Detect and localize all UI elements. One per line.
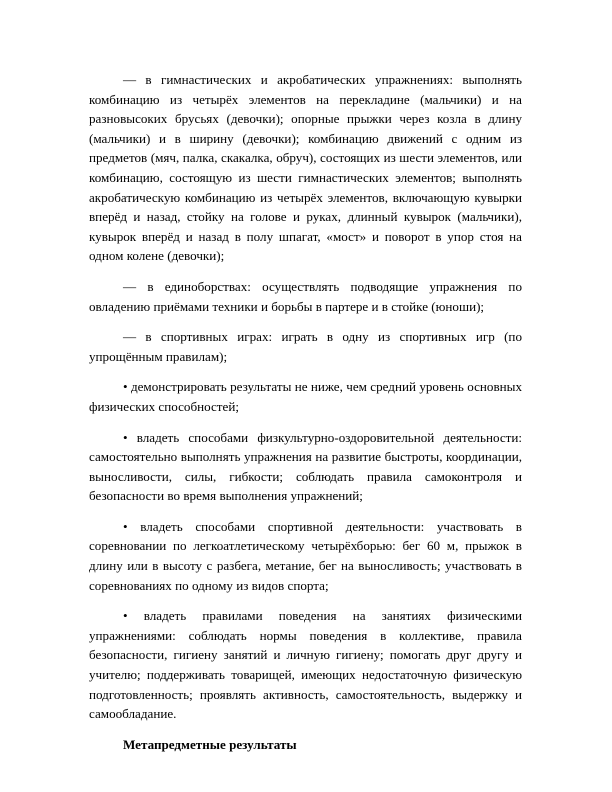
paragraph-gymnastics: — в гимнастических и акробатических упражнениях: выполнять комбинацию из четырёх элементов на перекладине (мальчики) и на разновысоких брусьях (девочки); опорные прыжки через козла в длину (мальчики) и в ширину (девочки); комбинацию движений с одним из предметов (мяч, палка, скакалка, обруч), состоящих из шести элементов, или комбинацию, состоящую из шести гимнастических элементов; выполнять акробатическую комбинацию из четырёх элементов, включающую кувырки вперёд и назад, стойку на голове и руках, длинный кувырок (мальчики), кувырок вперёд и назад в полу шпагат, «мост» и поворот в упор стоя на одном колене (девочки); (89, 72, 522, 264)
document-body (89, 70, 522, 754)
paragraph-martial-arts: — в единоборствах: осуществлять подводящие упражнения по овладению приёмами техники и борьбы в партере и в стойке (юноши); (89, 278, 522, 314)
section-heading: Метапредметные результаты (123, 736, 297, 752)
paragraph-behavior-rules: • владеть правилами поведения на занятиях физическими упражнениями: соблюдать нормы поведения в коллективе, правила безопасности, гигиену занятий и личную гигиену; помогать друг другу и учителю; поддерживать товарищей, имеющих недостаточную физическую подготовленность; проявлять активность, самостоятельность, выдержку и самообладание. (89, 608, 522, 722)
paragraph-sports-games: — в спортивных играх: играть в одну из спортивных игр (по упрощённым правилам); (89, 329, 522, 364)
paragraph-health-activity: • владеть способами физкультурно-оздоровительной деятельности: самостоятельно выполнять упражнения на развитие быстроты, координации, выносливости, силы, гибкости; соблюдать правила самоконтроля и безопасности во время выполнения упражнений; (89, 429, 522, 504)
paragraph-sport-activity: • владеть способами спортивной деятельности: участвовать в соревновании по легкоатлетическому четырёхборью: бег 60 м, прыжок в длину или в высоту с разбега, метание, бег на выносливость; участвовать в соревнованиях по одному из видов спорта; (89, 518, 522, 593)
paragraph-physical-abilities: • демонстрировать результаты не ниже, чем средний уровень основных физических способностей; (89, 379, 522, 414)
